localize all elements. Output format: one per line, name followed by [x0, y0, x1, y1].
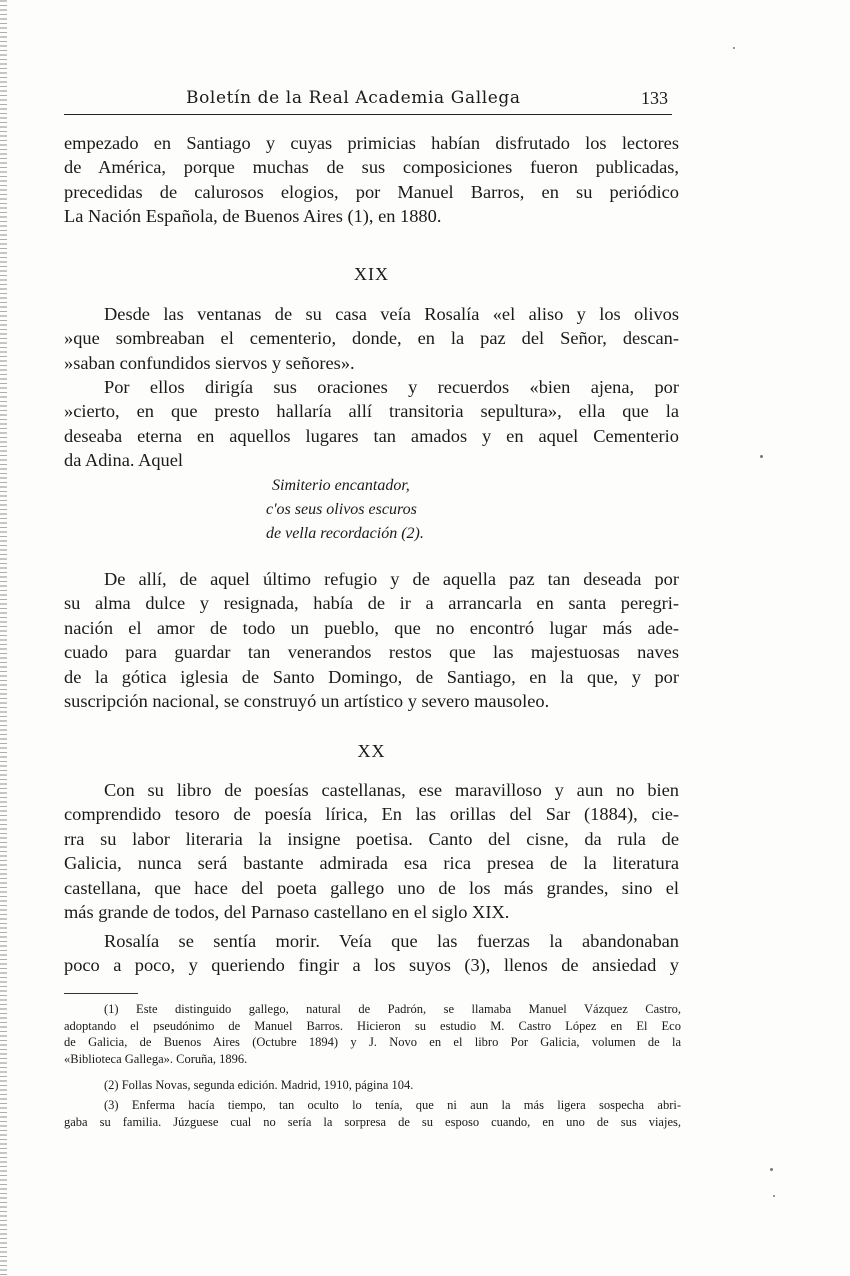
paragraph [64, 778, 679, 924]
scan-speck [760, 455, 763, 458]
verse-line: c'os seus olivos escuros [266, 501, 417, 518]
paragraph [64, 131, 679, 229]
section-xix-paragraph-3 [64, 567, 679, 713]
section-heading-xix: XIX [354, 264, 389, 284]
paragraph [64, 567, 679, 713]
section-heading-xx: XX [357, 741, 386, 761]
footnote-line: gaba su familia. Júzguese cual no sería la sorpresa de su esposo cuando, en uno de sus viajes, [64, 1114, 681, 1129]
footnote-divider [64, 993, 138, 994]
text-line: »cierto, en que presto hallaría allí transitoria sepultura», ella que la [64, 401, 679, 422]
text-line: cuado para guardar tan venerandos restos que las majestuosas naves [64, 642, 679, 663]
footnote-line: (2) Follas Novas, segunda edición. Madrid, 1910, página 104. [104, 1078, 414, 1092]
binding-edge [0, 0, 7, 1276]
text-line: castellana, que hace del poeta gallego uno de los más grandes, sino el [64, 877, 679, 898]
text-line: suscripción nacional, se construyó un artístico y severo mausoleo. [64, 691, 550, 712]
journal-title: Boletín de la Real Academia Gallega [186, 88, 521, 108]
text-line: La Nación Española, de Buenos Aires (1), en 1880. [64, 206, 442, 227]
text-line: »saban confundidos siervos y señores». [64, 352, 355, 373]
footnote-line: adoptando el pseudónimo de Manuel Barros. Hicieron su estudio M. Castro López en El Eco [64, 1018, 681, 1033]
scan-speck [733, 47, 735, 49]
running-header [64, 86, 672, 115]
section-xix-paragraph-1 [64, 302, 679, 375]
verse-line: Simiterio encantador, [272, 477, 410, 494]
section-xx-paragraph-1 [64, 778, 679, 924]
section-xix-paragraph-2 [64, 375, 679, 473]
paragraph-continued [64, 131, 679, 229]
text-line: empezado en Santiago y cuyas primicias habían disfrutado los lectores [64, 133, 679, 153]
text-line: Por ellos dirigía sus oraciones y recuerdos «bien ajena, por [104, 377, 679, 397]
page-number: 133 [641, 88, 668, 108]
text-line: da Adina. Aquel [64, 450, 184, 471]
paragraph [64, 375, 679, 473]
text-line: rra su labor literaria la insigne poetisa. Canto del cisne, da rula de [64, 828, 679, 849]
text-line: su alma dulce y resignada, había de ir a arrancarla en santa peregri- [64, 593, 679, 614]
footnote-3 [64, 1097, 681, 1130]
footnote-line: «Biblioteca Gallega». Coruña, 1896. [64, 1051, 248, 1066]
verse-line: de vella recordación (2). [266, 525, 424, 542]
text-line: Con su libro de poesías castellanas, ese maravilloso y aun no bien [104, 780, 679, 800]
footnote-line: (1) Este distinguido gallego, natural de Padrón, se llamaba Manuel Vázquez Castro, [104, 1002, 681, 1016]
footnote-1 [64, 1001, 681, 1067]
text-line: poco a poco, y queriendo fingir a los suyos (3), llenos de ansiedad y [64, 955, 679, 976]
text-line: Rosalía se sentía morir. Veía que las fuerzas la abandonaban [104, 931, 679, 951]
verse-quotation [266, 474, 424, 546]
text-line: De allí, de aquel último refugio y de aquella paz tan deseada por [104, 569, 679, 589]
text-line: más grande de todos, del Parnaso castellano en el siglo XIX. [64, 902, 510, 923]
text-line: Galicia, nunca será bastante admirada esa rica presea de la literatura [64, 853, 679, 874]
text-line: nación el amor de todo un pueblo, que no encontró lugar más ade- [64, 617, 679, 638]
scan-speck [770, 1168, 773, 1171]
text-line: Desde las ventanas de su casa veía Rosalía «el aliso y los olivos [104, 304, 679, 324]
footnote-line: de Galicia, de Buenos Aires (Octubre 1894) y J. Novo en el libro Por Galicia, volumen de la [64, 1035, 681, 1050]
text-line: »que sombreaban el cementerio, donde, en la paz del Señor, descan- [64, 328, 679, 349]
section-xx-paragraph-2 [64, 929, 679, 978]
text-line: de América, porque muchas de sus composiciones fueron publicadas, [64, 157, 679, 178]
paragraph [64, 302, 679, 375]
text-line: comprendido tesoro de poesía lírica, En las orillas del Sar (1884), cie- [64, 804, 679, 825]
paragraph [64, 929, 679, 978]
footnote-line: (3) Enferma hacía tiempo, tan oculto lo tenía, que ni aun la más ligera sospecha abri- [104, 1098, 681, 1112]
scan-speck [773, 1195, 775, 1197]
text-line: de la gótica iglesia de Santo Domingo, de Santiago, en la que, y por [64, 666, 679, 687]
text-line: deseaba eterna en aquellos lugares tan amados y en aquel Cementerio [64, 425, 679, 446]
text-line: precedidas de calurosos elogios, por Manuel Barros, en su periódico [64, 181, 679, 202]
footnote-2 [64, 1077, 681, 1094]
